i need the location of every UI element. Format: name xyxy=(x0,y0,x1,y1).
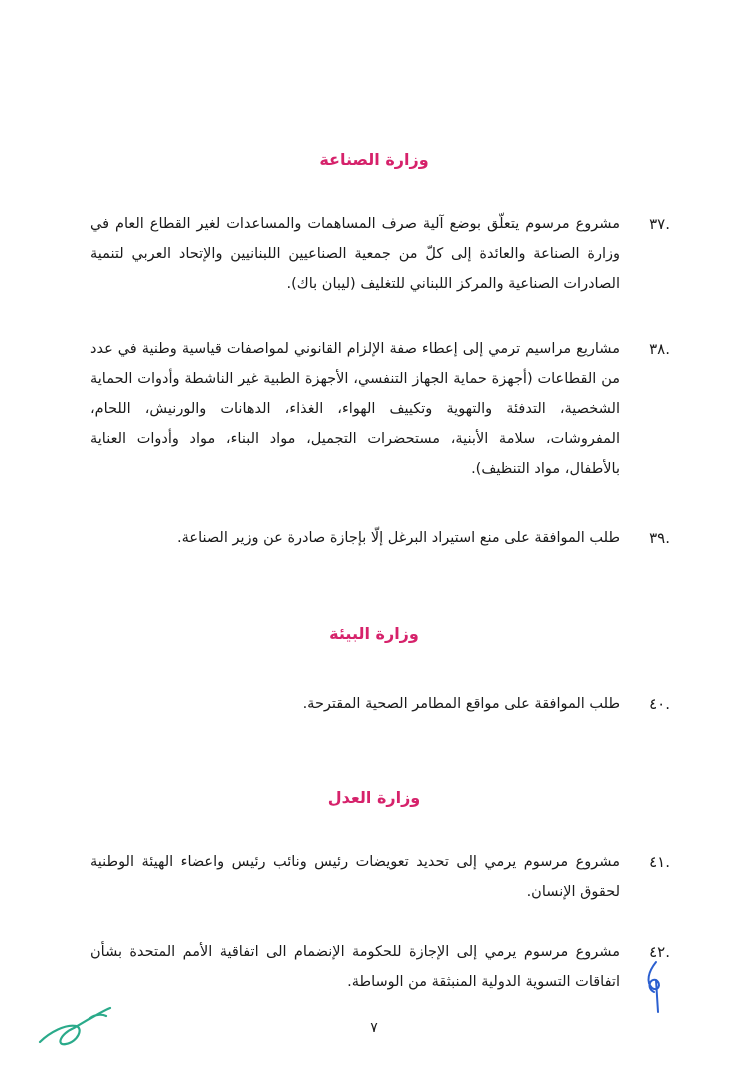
agenda-item-40 xyxy=(90,689,670,719)
section-heading-environment: وزارة البيئة xyxy=(329,624,419,643)
signature-mark xyxy=(36,1002,116,1052)
item-text: طلب الموافقة على مواقع المطامر الصحية المقترحة. xyxy=(302,696,620,712)
section-heading-justice: وزارة العدل xyxy=(327,788,421,807)
agenda-item-38 xyxy=(90,334,670,484)
item-text: مشروع مرسوم يرمي إلى تحديد تعويضات رئيس ونائب رئيس واعضاء الهيئة الوطنية لحقوق الإنسان. xyxy=(90,854,620,900)
item-text: مشروع مرسوم يتعلّق بوضع آلية صرف المساهمات والمساعدات لغير القطاع العام في وزارة الصناعة والعائدة إلى كلّ من جمعية الصناعيين اللبنانيين والإتحاد العربي لتنمية الصادرات الصناعية والمركز اللبناني للتغليف (ليبان باك). xyxy=(90,216,620,292)
item-number: .٣٩ xyxy=(649,529,670,547)
agenda-item-42 xyxy=(90,937,670,997)
initial-mark xyxy=(638,958,668,1018)
item-number: .٤٢ xyxy=(649,943,670,961)
agenda-item-41 xyxy=(90,847,670,907)
section-heading-industry: وزارة الصناعة xyxy=(319,150,429,169)
item-text: مشاريع مراسيم ترمي إلى إعطاء صفة الإلزام القانوني لمواصفات قياسية وطنية في عدد من القطاعات (أجهزة حماية الجهاز التنفسي، الأجهزة الطبية غير الناشطة وأدوات الحماية الشخصية، التدفئة والتهوية وتكييف الهواء، الغذاء، الدهانات والورنيش، اللحام، المفروشات، سلامة الأبنية، مستحضرات التجميل، مواد البناء، مواد وأدوات العناية بالأطفال، مواد التنظيف). xyxy=(90,341,620,477)
item-text: مشروع مرسوم يرمي إلى الإجازة للحكومة الإنضمام الى اتفاقية الأمم المتحدة بشأن اتفاقات التسوية الدولية المنبثقة من الوساطة. xyxy=(90,944,620,990)
item-number: .٤١ xyxy=(649,853,670,871)
item-number: .٣٧ xyxy=(649,215,670,233)
item-number: .٤٠ xyxy=(649,695,670,713)
agenda-item-39 xyxy=(90,523,670,553)
item-number: .٣٨ xyxy=(649,340,670,358)
agenda-item-37 xyxy=(90,209,670,299)
item-text: طلب الموافقة على منع استيراد البرغل إلّا بإجازة صادرة عن وزير الصناعة. xyxy=(177,530,620,546)
page-number: ٧ xyxy=(370,1020,378,1036)
